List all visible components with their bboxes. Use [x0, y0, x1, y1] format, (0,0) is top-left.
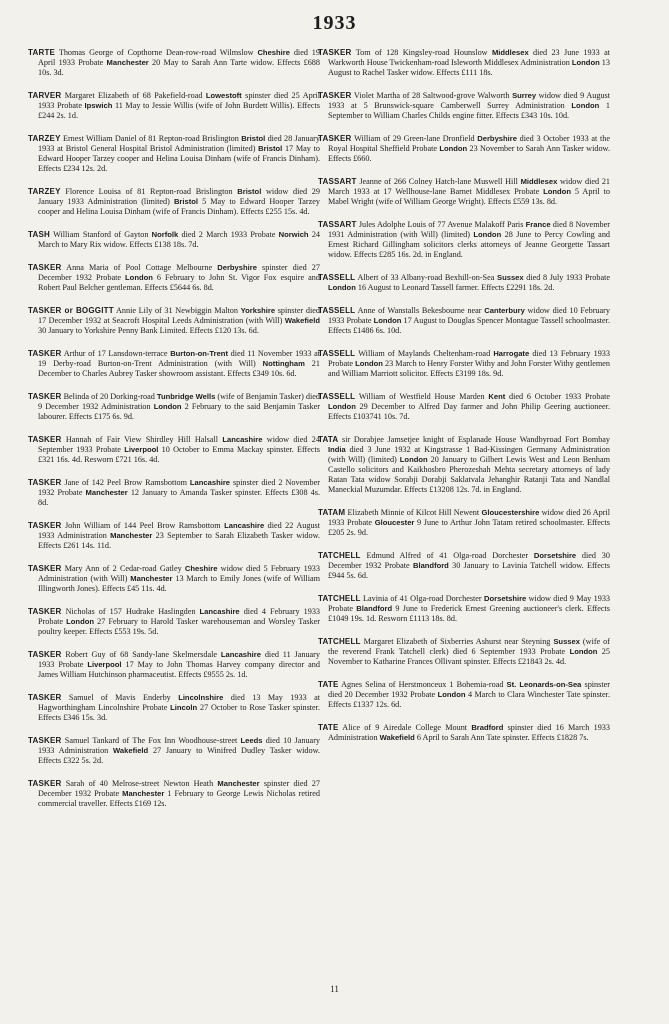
entry-text: died 8 November 1931 Administration (with Will) (limited): [328, 220, 610, 239]
entry-text: died 11 January 1933 Probate: [38, 650, 320, 669]
page-number: 11: [330, 984, 339, 994]
probate-entry: [28, 736, 320, 766]
entry-text: died 2 March 1933 Probate: [178, 230, 279, 239]
probate-entry: [318, 273, 610, 293]
entry-place: Manchester: [110, 531, 153, 540]
entry-text: Thomas George of Copthorne Dean-row-road Wilmslow: [58, 48, 258, 57]
entry-surname: TASKER: [28, 263, 62, 272]
entry-place: Lincolnshire: [178, 693, 224, 702]
entry-text: 4 March to Clara Winchester Tate spinster. Effects £1337 12s. 6d.: [328, 690, 610, 709]
entry-text: Tom of 128 Kingsley-road Hounslow: [355, 48, 492, 57]
probate-entry: [318, 91, 610, 121]
entry-text: Margaret Elizabeth of Sixberries Ashurst near Steyning: [363, 637, 554, 646]
entry-place: Harrogate: [493, 349, 530, 358]
entry-place: Cheshire: [257, 48, 290, 57]
entry-place: Manchester: [130, 574, 173, 583]
entry-place: London: [125, 273, 153, 282]
entry-text: Agnes Selina of Herstmonceux 1 Bohemia-road: [341, 680, 507, 689]
entry-text: widow died 9 May 1933 Probate: [328, 594, 610, 613]
entry-place: Bristol: [258, 144, 283, 153]
entry-surname: TATAM: [318, 508, 346, 517]
entry-text: 23 March to Henry Forster Withy and John Forster Withy gentlemen and William Marriott solicitor. Effects £3199 18s. 9d.: [328, 359, 610, 378]
entry-place: Liverpool: [124, 445, 159, 454]
entry-text: Nicholas of 157 Hudrake Haslingden: [65, 607, 200, 616]
left-column: [28, 48, 320, 822]
entry-text: Anna Maria of Pool Cottage Melbourne: [66, 263, 218, 272]
entry-surname: TASKER: [28, 478, 62, 487]
entry-surname: TASKER: [28, 650, 62, 659]
entry-place: Lincoln: [170, 703, 198, 712]
entry-place: Ipswich: [84, 101, 113, 110]
entry-text: died 13 February 1933 Probate: [328, 349, 610, 368]
entry-surname: TARZEY: [28, 134, 61, 143]
entry-text: Elizabeth Minnie of Kilcot Hill Newent: [347, 508, 482, 517]
entry-text: 17 August to Douglas Spencer Montague Tassell schoolmaster. Effects £1486 6s. 10d.: [328, 316, 610, 335]
entry-text: William of Westfield House Marden: [358, 392, 489, 401]
entry-place: London: [571, 58, 600, 67]
entry-place: London: [571, 101, 600, 110]
entry-text: 25 November to Katharine Frances Ollivant spinster. Effects £21843 2s. 4d.: [328, 647, 610, 666]
entry-place: Dorsetshire: [484, 594, 527, 603]
entry-place: Burton-on-Trent: [170, 349, 228, 358]
entry-place: Derbyshire: [217, 263, 257, 272]
entry-surname: TATE: [318, 680, 339, 689]
entry-place: Lancashire: [224, 521, 265, 530]
entry-text: died 8 July 1933 Probate: [523, 273, 610, 282]
entry-place: Blandford: [412, 561, 449, 570]
entry-surname: TASKER: [28, 392, 62, 401]
entry-text: 27 February to Harold Tasker warehouseman and Worsley Tasker poultry keeper. Effects £553 19s. 5d.: [38, 617, 320, 636]
entry-place: London: [328, 402, 356, 411]
entry-text: widow died 21 March 1933 at 17 Wellhouse-lane Barnet Middlesex Probate: [328, 177, 610, 196]
entry-text: Samuel Tankard of The Fox Inn Woodhouse-street: [64, 736, 241, 745]
entry-text: died 28 January 1933 at Bristol General Hospital Bristol Administration (limited): [38, 134, 320, 153]
entry-text: 20 May to Sarah Ann Tarte widow. Effects £688 10s. 3d.: [38, 58, 320, 77]
entry-text: (wife of the reverend Frank Tatchell clerk) died 6 September 1933 Probate: [328, 637, 610, 656]
entry-text: Margaret Elizabeth of 68 Pakefield-road: [64, 91, 206, 100]
probate-entry: [28, 392, 320, 422]
entry-place: London: [437, 690, 466, 699]
probate-entry: [318, 306, 610, 336]
entry-text: died 3 June 1932 at Kingstrasse 1 Bad-Kissingen Germany Administration (with Will) (limited): [328, 445, 610, 464]
entry-place: Manchester: [217, 779, 260, 788]
probate-entry: [318, 594, 610, 624]
entry-text: 27 January to Winifred Dudley Tasker widow. Effects £322 5s. 2d.: [38, 746, 320, 765]
entry-text: 5 May to Edward Hooper Tarzey cooper and Helina Louisa Dinham (wife of Francis Dinham). Effects £255 15s. 4d.: [38, 197, 320, 216]
entry-text: Sarah of 40 Melrose-street Newton Heath: [65, 779, 218, 788]
entry-text: 13 August to Rachel Tasker widow. Effects £111 18s.: [328, 58, 610, 77]
entry-text: died 22 August 1933 Administration: [38, 521, 320, 540]
entry-place: Lowestoft: [205, 91, 242, 100]
entry-place: Middlesex: [491, 48, 529, 57]
entry-place: Lancashire: [222, 435, 263, 444]
probate-entry: [28, 306, 320, 336]
entry-place: London: [399, 455, 428, 464]
entry-text: Violet Martha of 28 Saltwood-grove Walworth: [353, 91, 513, 100]
probate-entry: [318, 723, 610, 743]
entry-place: Liverpool: [87, 660, 122, 669]
entry-text: 27 October to Rose Tasker spinster. Effects £346 15s. 3d.: [38, 703, 320, 722]
entry-surname: TASSART: [318, 177, 357, 186]
entry-text: 23 September to Sarah Elizabeth Tasker widow. Effects £261 14s. 11d.: [38, 531, 320, 550]
entry-place: Blandford: [356, 604, 393, 613]
entry-text: spinster died 27 December 1932 Probate: [38, 263, 320, 282]
entry-surname: TATE: [318, 723, 339, 732]
entry-place: Nottingham: [262, 359, 305, 368]
entry-text: 9 June to Frederick Ernest Greening auctioneer's clerk. Effects £1049 19s. 1d. Resworn £1113 18s. 8d.: [328, 604, 610, 623]
probate-entry: [318, 680, 610, 710]
entry-place: Bradford: [471, 723, 504, 732]
entry-text: spinster died 25 April 1933 Probate: [38, 91, 320, 110]
probate-entry: [28, 607, 320, 637]
entry-surname: TASKER: [318, 48, 352, 57]
probate-entry: [318, 508, 610, 538]
entry-place: Norwich: [278, 230, 309, 239]
entry-surname: TASKER: [318, 134, 352, 143]
probate-entry: [318, 220, 610, 260]
entry-surname: TASKER: [318, 91, 352, 100]
probate-entry: [318, 435, 610, 495]
entry-text: Robert Guy of 68 Sandy-lane Skelmersdale: [65, 650, 221, 659]
entry-text: Arthur of 17 Lansdown-terrace: [63, 349, 171, 358]
entry-place: Lancashire: [220, 650, 261, 659]
entry-text: died 30 December 1932 Probate: [328, 551, 610, 570]
entry-text: died 6 October 1933 Probate: [505, 392, 610, 401]
page-year: 1933: [312, 12, 357, 34]
entry-text: 30 January to Lavinia Tatchell widow. Effects £944 5s. 6d.: [328, 561, 610, 580]
entry-text: 13 March to Emily Jones (wife of William Illingworth Jones). Effects £45 11s. 4d.: [38, 574, 320, 593]
entry-place: St. Leonards-on-Sea: [506, 680, 582, 689]
entry-text: died 4 February 1933 Probate: [38, 607, 320, 626]
entry-place: London: [373, 316, 402, 325]
entry-text: spinster died 20 December 1932 Probate: [328, 680, 610, 699]
entry-text: 24 March to Mary Rix widow. Effects £138 18s. 7d.: [38, 230, 320, 249]
entry-text: 5 April to Mabel Wright (wife of William George Wright). Effects £559 13s. 8d.: [328, 187, 610, 206]
probate-entry: [318, 177, 610, 207]
entry-surname: TASSELL: [318, 392, 356, 401]
entry-text: Florence Louisa of 81 Repton-road Brislington: [65, 187, 238, 196]
entry-text: 11 May to Jessie Willis (wife of John Burdett Willis). Effects £244 2s. 1d.: [38, 101, 320, 120]
entry-text: Annie Lily of 31 Newbiggin Malton: [116, 306, 241, 315]
probate-entry: [28, 230, 320, 250]
entry-text: sir Dorabjee Jamsetjee knight of Esplanade House Wandbyroad Fort Bombay: [342, 435, 610, 444]
entry-place: Leeds: [240, 736, 263, 745]
entry-place: Wakefield: [113, 746, 149, 755]
entry-place: Surrey: [512, 91, 537, 100]
entry-text: died 19 April 1933 Probate: [38, 48, 320, 67]
entry-text: 9 June to Arthur John Tatam retired schoolmaster. Effects £205 2s. 9d.: [328, 518, 610, 537]
probate-entry: [28, 263, 320, 293]
entry-place: Cheshire: [184, 564, 218, 573]
entry-place: India: [328, 445, 346, 454]
entry-surname: TASKER: [28, 693, 62, 702]
entry-place: Wakefield: [379, 733, 415, 742]
entry-text: died 23 June 1933 at Warkworth House Twickenham-road Isleworth Middlesex Administration: [328, 48, 610, 67]
entry-text: 6 April to Sarah Ann Tate spinster. Effects £1828 7s.: [414, 733, 589, 742]
entry-text: spinster died 17 December 1932 at Seacroft Hospital Leeds Administration (with Will): [38, 306, 320, 325]
entry-place: Bristol: [237, 187, 262, 196]
entry-text: 1 September to William Charles Childs engine fitter. Effects £343 10s. 10d.: [328, 101, 610, 120]
entry-place: Canterbury: [484, 306, 525, 315]
entry-text: 30 January to Yorkshire Penny Bank Limited. Effects £120 13s. 6d.: [38, 326, 259, 335]
entry-text: 16 August to Leonard Tassell farmer. Effects £2291 18s. 2d.: [355, 283, 555, 292]
entry-text: spinster died 2 November 1932 Probate: [38, 478, 320, 497]
entry-surname: TATCHELL: [318, 637, 361, 646]
entry-place: Manchester: [122, 789, 165, 798]
entry-text: 2 February to the said Benjamin Tasker labourer. Effects £175 6s. 9d.: [38, 402, 320, 421]
entry-text: died 11 November 1933 at 19 Derby-road Burton-on-Trent Administration (with Will): [38, 349, 320, 368]
probate-entry: [318, 637, 610, 667]
entry-text: (wife of Benjamin Tasker) died 9 December 1932 Administration: [38, 392, 320, 411]
entry-text: 10 October to Emma Mackay spinster. Effects £321 16s. 4d. Resworn £721 16s. 4d.: [38, 445, 320, 464]
entry-text: 20 January to Gilbert Lewis West and Leon Benham Castello solicitors and Kaikhosbro Pherozeshah Mehta secretary attorneys of lady Ratan Tata widow Sorabji Dorabji Saklatvala Jehanghir Ratanji Tata and Nandlal Maneckial Muzumdar. Effects £13208 12s. 7d. in England.: [328, 455, 610, 494]
entry-place: Gloucester: [374, 518, 415, 527]
probate-entry: [28, 134, 320, 174]
entry-surname: TASKER: [28, 435, 62, 444]
right-column: [318, 48, 610, 756]
entry-place: London: [153, 402, 182, 411]
entry-surname: TARVER: [28, 91, 62, 100]
entry-text: John William of 144 Peel Brow Ramsbottom: [64, 521, 225, 530]
entry-text: Lavinia of 41 Olga-road Dorchester: [363, 594, 485, 603]
entry-place: Tunbridge Wells: [156, 392, 216, 401]
entry-text: died 10 January 1933 Administration: [38, 736, 320, 755]
entry-text: 29 December to Alfred Day farmer and John Philip Geering auctioneer. Effects £103741 10s. 7d.: [328, 402, 610, 421]
entry-place: London: [439, 144, 468, 153]
entry-place: Bristol: [173, 197, 198, 206]
entry-surname: TASKER: [28, 349, 62, 358]
entry-place: Lancashire: [189, 478, 231, 487]
entry-text: widow died 24 September 1933 Probate: [38, 435, 320, 454]
entry-text: died 3 October 1933 at the Royal Hospital Sheffield Probate: [328, 134, 610, 153]
entry-text: Jane of 142 Peel Brow Ramsbottom: [64, 478, 190, 487]
entry-text: Albert of 33 Albany-road Bexhill-on-Sea: [357, 273, 498, 282]
entry-place: Norfolk: [151, 230, 179, 239]
entry-text: widow died 29 January 1933 Administration (limited): [38, 187, 320, 206]
entry-surname: TASKER or BOGGITT: [28, 306, 114, 315]
probate-entry: [28, 521, 320, 551]
entry-text: Samuel of Mavis Enderby: [68, 693, 179, 702]
entry-text: Anne of Wanstalls Bekesbourne near: [357, 306, 485, 315]
entry-text: spinster died 27 December 1932 Probate: [38, 779, 320, 798]
entry-text: 6 February to John St. Vigor Fox esquire and Robert Paul Belcher gentleman. Effects £5644 6s. 8d.: [38, 273, 320, 292]
entry-place: Middlesex: [520, 177, 558, 186]
entry-surname: TATCHELL: [318, 551, 361, 560]
probate-entry: [318, 349, 610, 379]
entry-text: 21 December to Charles Aubrey Tasker showroom assistant. Effects £349 10s. 6d.: [38, 359, 320, 378]
entry-place: France: [525, 220, 551, 229]
entry-text: Ernest William Daniel of 81 Repton-road Brislington: [62, 134, 242, 143]
entry-place: London: [473, 230, 502, 239]
probate-entry: [28, 48, 320, 78]
entry-place: Bristol: [241, 134, 266, 143]
entry-text: widow died 26 April 1933 Probate: [328, 508, 610, 527]
entry-surname: TATA: [318, 435, 339, 444]
probate-entry: [318, 134, 610, 164]
probate-entry: [318, 392, 610, 422]
entry-place: Derbyshire: [477, 134, 517, 143]
probate-entry: [28, 693, 320, 723]
probate-entry: [318, 551, 610, 581]
probate-entry: [28, 650, 320, 680]
entry-surname: TASKER: [28, 521, 62, 530]
entry-text: widow died 10 February 1933 Probate: [328, 306, 610, 325]
entry-surname: TASKER: [28, 779, 62, 788]
entry-text: Jules Adolphe Louis of 77 Avenue Malakoff Paris: [358, 220, 526, 229]
entry-place: Dorsetshire: [533, 551, 577, 560]
entry-surname: TASKER: [28, 564, 62, 573]
entry-text: widow died 9 August 1933 at 5 Brunswick-square Camberwell Surrey Administration: [328, 91, 610, 110]
entry-text: Hannah of Fair View Shirdley Hill Halsall: [65, 435, 223, 444]
entry-place: Sussex: [497, 273, 524, 282]
entry-place: Manchester: [85, 488, 128, 497]
entry-text: 1 February to George Lewis Nicholas retired commercial traveller. Effects £169 12s.: [38, 789, 320, 808]
entry-text: Mary Ann of 2 Cedar-road Gatley: [64, 564, 185, 573]
entry-text: William of 29 Green-lane Dronfield: [354, 134, 478, 143]
entry-place: London: [328, 283, 356, 292]
entry-surname: TARZEY: [28, 187, 61, 196]
entry-text: 17 May to John Thomas Harvey company director and James William Hutchinson pharmaceutist. Effects £9555 2s. 1d.: [38, 660, 320, 679]
entry-text: Edmund Alfred of 41 Olga-road Dorchester: [366, 551, 534, 560]
entry-place: Sussex: [553, 637, 580, 646]
entry-text: 12 January to Amanda Tasker spinster. Effects £308 4s. 8d.: [38, 488, 320, 507]
entry-place: London: [543, 187, 571, 196]
entry-surname: TASSELL: [318, 306, 356, 315]
probate-entry: [28, 435, 320, 465]
probate-entry: [28, 779, 320, 809]
entry-place: Manchester: [106, 58, 149, 67]
probate-entry: [28, 564, 320, 594]
entry-text: Belinda of 20 Dorking-road: [63, 392, 157, 401]
entry-surname: TASKER: [28, 607, 62, 616]
entry-text: 28 June to Percy Cowling and Ernest Richard Gillingham solicitors clerks attorneys of Jeanne Georgette Tassart widow. Effects £285 16s. 2d. in England.: [328, 230, 610, 259]
entry-text: William Stanford of Gayton: [53, 230, 152, 239]
entry-text: 23 November to Sarah Ann Tasker widow. Effects £660.: [328, 144, 610, 163]
entry-text: 17 May to Edward Hooper Tarzey cooper and Helina Louisa Dinham (wife of Francis Dinham). Effects £234 12s. 2d.: [38, 144, 320, 173]
entry-surname: TARTE: [28, 48, 56, 57]
entry-surname: TASKER: [28, 736, 62, 745]
probate-entry: [28, 349, 320, 379]
entry-place: London: [66, 617, 94, 626]
entry-place: Yorkshire: [240, 306, 276, 315]
probate-entry: [28, 478, 320, 508]
entry-place: Lancashire: [199, 607, 240, 616]
entry-surname: TASSELL: [318, 349, 356, 358]
probate-entry: [318, 48, 610, 78]
entry-surname: TASH: [28, 230, 50, 239]
entry-text: spinster died 16 March 1933 Administration: [328, 723, 610, 742]
entry-surname: TASSELL: [318, 273, 356, 282]
entry-text: widow died 5 February 1933 Administration (with Will): [38, 564, 320, 583]
probate-entry: [28, 91, 320, 121]
entry-place: Wakefield: [284, 316, 320, 325]
probate-entry: [28, 187, 320, 217]
entry-text: Jeanne of 266 Colney Hatch-lane Muswell Hill: [359, 177, 521, 186]
entry-surname: TASSART: [318, 220, 357, 229]
entry-text: died 13 May 1933 at Hagworthingham Lincolnshire Probate: [38, 693, 320, 712]
entry-place: Gloucestershire: [481, 508, 540, 517]
entry-place: Kent: [488, 392, 506, 401]
entry-surname: TATCHELL: [318, 594, 361, 603]
entry-place: London: [569, 647, 598, 656]
entry-place: London: [355, 359, 383, 368]
entry-text: Alice of 9 Airedale College Mount: [342, 723, 472, 732]
entry-text: William of Maylands Cheltenham-road: [358, 349, 494, 358]
